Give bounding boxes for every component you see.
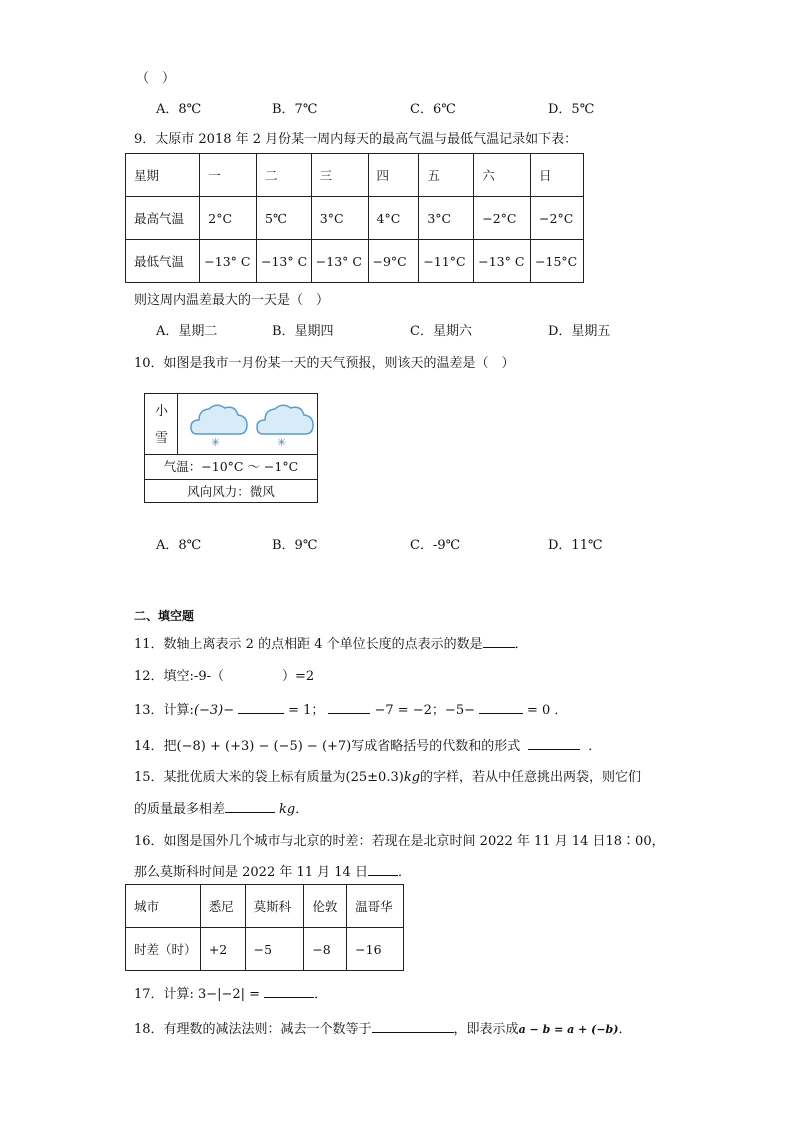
table-cell: 5℃: [257, 197, 312, 240]
table-header-cell: 伦敦: [304, 885, 347, 928]
table-cell: −8: [304, 928, 347, 971]
q8-option-b[interactable]: B．7℃: [272, 102, 318, 117]
q12-post: ）=2: [281, 669, 315, 684]
q15-expr: (25±0.3): [345, 770, 404, 785]
q16-line2-text: 那么莫斯科时间是 2022 年 11 月 14 日: [134, 865, 368, 880]
weather-temp-range: 气温：−10°C ～ −1°C: [145, 454, 317, 479]
table-cell: −13° C: [200, 240, 257, 283]
table-cell: −9°C: [368, 240, 419, 283]
q10-option-b[interactable]: B．9℃: [272, 538, 318, 553]
q14-text: [134, 735, 601, 754]
q18-formula: a − b = a + (−b): [518, 1023, 619, 1036]
q9-option-a[interactable]: A．星期二: [156, 324, 218, 339]
answer-blank[interactable]: [225, 812, 275, 813]
q17-expr: 3−|−2| =: [197, 987, 261, 1002]
q10-option-c[interactable]: C．-9℃: [410, 538, 461, 553]
table-header-cell: 日: [531, 154, 584, 197]
table-header-cell: 莫斯科: [245, 885, 304, 928]
table-header-cell: 二: [257, 154, 312, 197]
q9-stem: 9．太原市 2018 年 2 月份某一周内每天的最高气温与最低气温记录如下表：: [134, 132, 578, 147]
answer-blank[interactable]: [264, 997, 314, 998]
table-cell: −13° C: [474, 240, 531, 283]
weather-type-char: 雪: [155, 431, 169, 446]
q9-option-b[interactable]: B．星期四: [272, 324, 334, 339]
q14-pre: 14．把: [134, 739, 177, 754]
q11-tail: ．: [514, 637, 528, 652]
q8-option-a[interactable]: A．8℃: [156, 102, 202, 117]
table-cell: −5: [245, 928, 304, 971]
table-header-cell: 城市: [126, 885, 201, 928]
q9-option-d[interactable]: D．星期五: [548, 324, 611, 339]
weather-wind: 风向风力：微风: [145, 479, 317, 503]
q15-line2: [134, 798, 308, 817]
answer-blank[interactable]: [372, 1032, 454, 1033]
q10-stem: 10．如图是我市一月份某一天的天气预报，则该天的温差是（ ）: [134, 356, 515, 371]
table-header-cell: 四: [368, 154, 419, 197]
weather-type-cell: [145, 394, 178, 454]
q18-tail: ．: [618, 1022, 632, 1037]
answer-blank[interactable]: [479, 713, 523, 714]
snow-cloud-icon: [189, 400, 249, 452]
table-cell: −13° C: [311, 240, 368, 283]
answer-blank[interactable]: [368, 875, 398, 876]
snow-cloud-icon: [255, 400, 315, 452]
table-header-cell: 星期: [126, 154, 200, 197]
q14-tail: ．: [588, 739, 602, 754]
q10-option-d[interactable]: D．11℃: [548, 538, 603, 553]
table-header-cell: 一: [200, 154, 257, 197]
q12-pre: 12．填空:-9-（: [134, 669, 224, 684]
q18-mid: ，即表示成: [453, 1022, 519, 1037]
table-header-cell: 五: [419, 154, 474, 197]
q13-c: −7 = −2；−5−: [374, 703, 475, 718]
q18-pre: 18．有理数的减法法则：减去一个数等于: [134, 1022, 372, 1037]
table-cell: +2: [200, 928, 245, 971]
answer-blank[interactable]: [483, 647, 515, 648]
svg-text:✳: ✳: [277, 436, 287, 448]
table-header-cell: 悉尼: [200, 885, 245, 928]
q16-line2: [134, 861, 411, 880]
table-cell: −15°C: [531, 240, 584, 283]
table-cell: −11°C: [419, 240, 474, 283]
q17-tail: ．: [314, 987, 328, 1002]
q15-line2-pre: 的质量最多相差: [134, 802, 226, 817]
answer-blank[interactable]: [528, 749, 580, 750]
table-cell: 时差（时）: [126, 928, 201, 971]
table-cell: −13° C: [257, 240, 312, 283]
q16-line1: 16．如图是国外几个城市与北京的时差：若现在是北京时间 2022 年 11 月 14 日18∶00，: [134, 834, 665, 849]
q13-b: = 1；: [288, 703, 325, 718]
q15-line2-unit: kg: [279, 802, 296, 817]
table-cell: 最高气温: [126, 197, 200, 240]
table-cell: 3°C: [419, 197, 474, 240]
q8-option-c[interactable]: C．6℃: [410, 102, 456, 117]
weather-type-char: 小: [155, 404, 169, 419]
q18-text: [134, 1018, 631, 1037]
table-header-cell: 温哥华: [347, 885, 404, 928]
answer-blank[interactable]: [238, 713, 284, 714]
weather-forecast-card: [144, 393, 318, 503]
section-title: 二、填空题: [134, 609, 195, 623]
table-cell: −2°C: [531, 197, 584, 240]
q17-pre: 17．计算:: [134, 987, 194, 1002]
q16-timezone-table: [125, 884, 404, 971]
q14-post: 写成省略括号的代数和的形式: [351, 739, 521, 754]
q13-d: = 0 ．: [526, 703, 568, 718]
q15-unit: kg: [403, 770, 421, 785]
table-header-cell: 三: [311, 154, 368, 197]
q17-text: [134, 983, 327, 1002]
q12-text: [134, 665, 314, 684]
q8-paren: （ ）: [136, 71, 176, 86]
table-cell: −2°C: [474, 197, 531, 240]
q11-text: [134, 633, 528, 652]
svg-text:✳: ✳: [211, 436, 221, 448]
q8-option-d[interactable]: D．5℃: [548, 102, 595, 117]
q9-temperature-table: [125, 153, 584, 283]
table-cell: −16: [347, 928, 404, 971]
q14-expr: (−8) + (+3) − (−5) − (+7): [176, 739, 352, 754]
q9-question: 则这周内温差最大的一天是（ ）: [134, 293, 330, 308]
q9-option-c[interactable]: C．星期六: [410, 324, 472, 339]
table-cell: 最低气温: [126, 240, 200, 283]
q15-pre: 15．某批优质大米的袋上标有质量为: [134, 770, 346, 785]
q15-line2-tail: ．: [295, 802, 309, 817]
q13-text: [134, 699, 567, 718]
answer-blank[interactable]: [328, 713, 370, 714]
q10-option-a[interactable]: A．8℃: [156, 538, 202, 553]
table-cell: 4°C: [368, 197, 419, 240]
q15-post: 的字样，若从中任意挑出两袋，则它们: [420, 770, 642, 785]
q16-tail: ．: [397, 865, 411, 880]
table-cell: 3°C: [311, 197, 368, 240]
q15-line1: [134, 766, 641, 785]
q11-stem: 11．数轴上离表示 2 的点相距 4 个单位长度的点表示的数是: [134, 637, 483, 652]
q13-pre: 13．计算:: [134, 703, 194, 718]
table-header-cell: 六: [474, 154, 531, 197]
q13-a: (−3)−: [193, 703, 235, 718]
table-cell: 2°C: [200, 197, 257, 240]
